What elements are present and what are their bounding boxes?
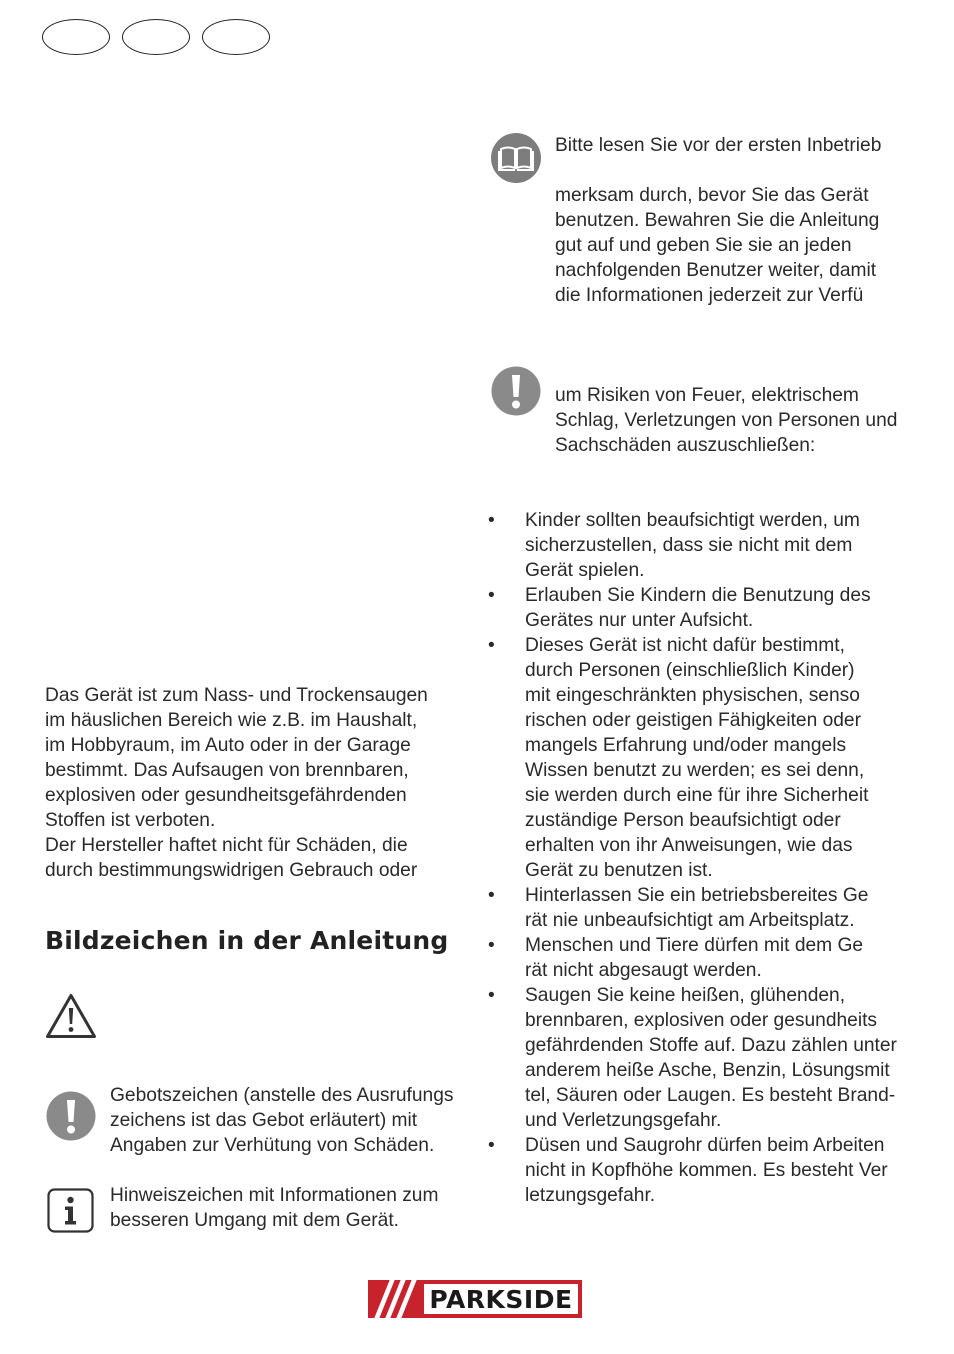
brand-name: PARKSIDE [424,1284,578,1314]
mandatory-sign-line: Gebotszeichen (anstelle des Ausrufungs [110,1085,454,1106]
read-notice-line: merksam durch, bevor Sie das Gerät [555,185,869,206]
bullet-item [488,883,908,933]
intended-use-line: durch bestimmungswidrigen Gebrauch oder [45,860,418,881]
logo-stripes [368,1280,422,1318]
section-heading: Bildzeichen in der Anleitung [45,926,449,955]
bullet-line: Saugen Sie keine heißen, glühenden, [525,985,846,1006]
safety-notice-line: um Risiken von Feuer, elektrischem [555,385,859,406]
mandatory-sign-line: Angaben zur Verhütung von Schäden. [110,1135,435,1156]
bullet-line: Düsen und Saugrohr dürfen beim Arbeiten [525,1135,885,1156]
intended-use-line: Stoffen ist verboten. [45,810,216,831]
bullet-dot: • [488,885,495,906]
language-tab-1[interactable] [42,19,110,55]
intended-use-line: im Hobbyraum, im Auto oder in der Garage [45,735,411,756]
language-tab-2[interactable] [122,19,190,55]
intended-use-line: im häuslichen Bereich wie z.B. im Haushalt, [45,710,418,731]
bullet-dot: • [488,1135,495,1156]
bullet-line: brennbaren, explosiven oder gesundheits [525,1010,878,1031]
bullet-line: tel, Säuren oder Laugen. Es besteht Brand- [525,1085,896,1106]
intended-use-line: Das Gerät ist zum Nass- und Trockensaugen [45,685,428,706]
bullet-line: erhalten von ihr Anweisungen, wie das [525,835,853,856]
language-tabs [42,19,270,55]
bullet-line: mit eingeschränkten physischen, senso [525,685,860,706]
bullet-line: anderem heiße Asche, Benzin, Lösungsmit [525,1060,890,1081]
info-icon [47,1188,94,1233]
bullet-dot: • [488,985,495,1006]
bullet-item [488,508,908,583]
mandatory-sign-line: zeichens ist das Gebot erläutert) mit [110,1110,418,1131]
bullet-line: rischen oder geistigen Fähigkeiten oder [525,710,861,731]
bullet-dot: • [488,585,495,606]
parkside-logo [368,1280,582,1318]
bullet-item [488,933,908,983]
bullet-line: mangels Erfahrung und/oder mangels [525,735,847,756]
read-notice-line: nachfolgenden Benutzer weiter, damit [555,260,877,281]
book-icon [490,132,542,184]
bullet-dot: • [488,510,495,531]
bullet-line: Hinterlassen Sie ein betriebsbereites Ge [525,885,869,906]
safety-notice-line: Sachschäden auszuschließen: [555,435,816,456]
bullet-line: gefährdenden Stoffe auf. Dazu zählen unter [525,1035,897,1056]
mandatory-sign-text [110,1083,453,1158]
bullet-dot: • [488,935,495,956]
bullet-item [488,583,908,633]
safety-bullet-list [488,508,908,1208]
bullet-item [488,633,908,883]
bullet-line: Dieses Gerät ist nicht dafür bestimmt, [525,635,845,656]
read-notice [555,133,881,308]
language-tab-3[interactable] [202,19,270,55]
bullet-line: Gerätes nur unter Aufsicht. [525,610,754,631]
bullet-line: sie werden durch eine für ihre Sicherheit [525,785,869,806]
intended-use-line: bestimmt. Das Aufsaugen von brennbaren, [45,760,409,781]
read-notice-line: die Informationen jederzeit zur Verfü [555,285,864,306]
bullet-line: Gerät spielen. [525,560,645,581]
intended-use [45,683,428,883]
exclamation-icon [46,1091,96,1141]
bullet-line: Gerät zu benutzen ist. [525,860,713,881]
bullet-line: Menschen und Tiere dürfen mit dem Ge [525,935,864,956]
bullet-line: durch Personen (einschließlich Kinder) [525,660,855,681]
bullet-line: zuständige Person beaufsichtigt oder [525,810,841,831]
bullet-line: und Verletzungsgefahr. [525,1110,722,1131]
bullet-line: Erlauben Sie Kindern die Benutzung des [525,585,871,606]
info-sign-line: besseren Umgang mit dem Gerät. [110,1210,400,1231]
safety-notice-line: Schlag, Verletzungen von Personen und [555,410,898,431]
bullet-line: rät nie unbeaufsichtigt am Arbeitsplatz. [525,910,855,931]
bullet-line: Kinder sollten beaufsichtigt werden, um [525,510,860,531]
bullet-item [488,1133,908,1208]
exclamation-icon [491,366,541,416]
bullet-line: rät nicht abgesaugt werden. [525,960,762,981]
info-sign-line: Hinweiszeichen mit Informationen zum [110,1185,439,1206]
intended-use-line: explosiven oder gesundheitsgefährdenden [45,785,407,806]
bullet-line: letzungsgefahr. [525,1185,656,1206]
bullet-line: nicht in Kopfhöhe kommen. Es besteht Ver [525,1160,888,1181]
bullet-item [488,983,908,1133]
bullet-line: sicherzustellen, dass sie nicht mit dem [525,535,853,556]
bullet-line: Wissen benutzt zu werden; es sei denn, [525,760,865,781]
bullet-dot: • [488,635,495,656]
read-notice-line: benutzen. Bewahren Sie die Anleitung [555,210,880,231]
intended-use-line: Der Hersteller haftet nicht für Schäden, die [45,835,408,856]
read-notice-line: gut auf und geben Sie sie an jeden [555,235,852,256]
warning-triangle-icon [45,993,97,1039]
read-notice-line: Bitte lesen Sie vor der ersten Inbetrieb [555,135,882,156]
safety-notice [555,383,897,458]
info-sign-text [110,1183,438,1233]
